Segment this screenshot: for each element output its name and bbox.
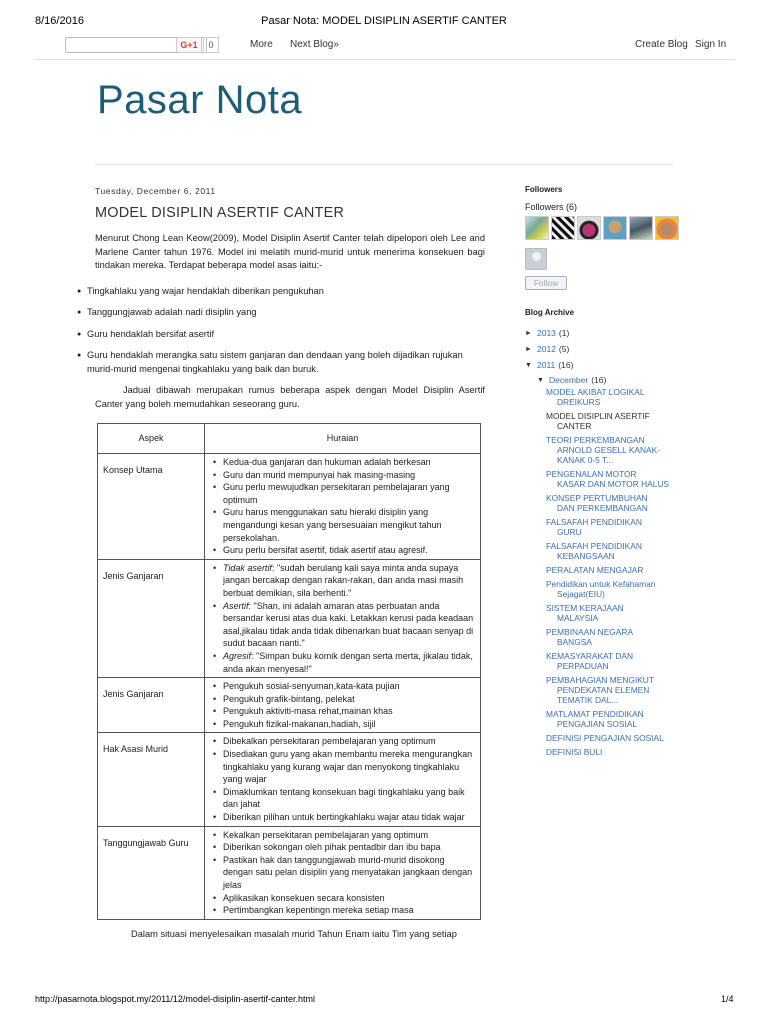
post-text-continued: Dalam situasi menyelesaikan masalah murid Tahun Enam iaitu Tim yang setiap xyxy=(131,928,457,939)
archive-post-link[interactable] xyxy=(546,387,685,407)
description-text: Disediakan guru yang akan membantu mereka mengurangkan tingkahlaku yang kurang wajar dan menyokong tingkahlaku yang wajar xyxy=(223,749,473,785)
archive-post-title: Pendidikan untuk Kefahaman xyxy=(546,579,656,589)
example-term: Agresif xyxy=(223,650,252,661)
archive-post-title: PEMBINAAN NEGARA xyxy=(546,627,634,637)
list-item: ● Tingkahlaku yang wajar hendaklah diberikan pengukuhan xyxy=(77,285,485,299)
table-header-aspek: Aspek xyxy=(98,424,205,454)
create-blog-link[interactable]: Create Blog xyxy=(635,39,688,50)
table-row xyxy=(98,733,481,826)
avatar[interactable] xyxy=(577,216,601,240)
archive-post-title: PENGENALAN MOTOR xyxy=(546,469,637,479)
archive-post-title: FALSAFAH PENDIDIKAN xyxy=(546,541,642,551)
description-text: Guru dan murid mempunyai hak masing-masing xyxy=(223,469,416,480)
archive-year-count: (16) xyxy=(558,360,574,370)
description-item xyxy=(209,562,476,600)
description-text: Diberikan sokongan oleh pihak pentadbir dan ibu bapa xyxy=(223,842,441,853)
archive-year-link[interactable]: 2011 xyxy=(537,360,556,370)
gplus-button[interactable]: G+1 xyxy=(176,37,202,53)
description-text: Kekalkan persekitaran pembelajaran yang optimum xyxy=(223,829,429,840)
aspect-cell: Jenis Ganjaran xyxy=(98,678,205,733)
header-divider xyxy=(95,164,673,165)
avatar[interactable] xyxy=(525,216,549,240)
archive-post-title: TEORI PERKEMBANGAN xyxy=(546,435,645,445)
followers-count: Followers (6) xyxy=(525,202,578,212)
archive-post-link[interactable] xyxy=(546,411,685,431)
description-item xyxy=(209,735,476,748)
archive-post-link[interactable] xyxy=(546,565,685,575)
archive-post-list xyxy=(546,387,685,757)
aspect-cell: Tanggungjawab Guru xyxy=(98,826,205,919)
description-item xyxy=(209,811,476,824)
archive-post-title-cont: PENDEKATAN ELEMEN TEMATIK DAL... xyxy=(557,685,650,705)
print-header xyxy=(0,15,768,29)
archive-month-count: (16) xyxy=(591,375,607,385)
archive-post-link[interactable] xyxy=(546,493,685,513)
example-text: : "sudah berulang kali saya minta anda supaya jangan bercakap dengan rakan-rakan, dan anda masi masih berbuat demikian, sila berhenti." xyxy=(223,562,464,598)
table-row xyxy=(98,454,481,560)
navbar-divider xyxy=(35,59,735,60)
avatar[interactable] xyxy=(551,216,575,240)
post-date: Tuesday, December 6, 2011 xyxy=(95,186,216,196)
avatar[interactable] xyxy=(629,216,653,240)
archive-post-title: SISTEM KERAJAAN xyxy=(546,603,624,613)
description-item xyxy=(209,841,476,854)
expand-arrow-icon[interactable]: ► xyxy=(525,329,532,337)
default-avatar-icon[interactable] xyxy=(525,248,547,270)
archive-month[interactable] xyxy=(537,373,685,387)
archive-post-title: FALSAFAH PENDIDIKAN xyxy=(546,517,642,527)
archive-post-link[interactable] xyxy=(546,469,685,489)
description-cell xyxy=(205,733,481,826)
archive-post-title: DEFINISI PENGAJIAN SOSIAL xyxy=(546,733,664,743)
aspect-cell: Konsep Utama xyxy=(98,454,205,560)
expand-arrow-icon[interactable]: ▼ xyxy=(537,376,544,384)
archive-year-count: (1) xyxy=(558,328,570,338)
archive-post-title: PERALATAN MENGAJAR xyxy=(546,565,644,575)
example-term: Tidak asertif xyxy=(223,562,272,573)
archive-year-link[interactable]: 2013 xyxy=(537,328,556,338)
follow-button[interactable]: Follow xyxy=(525,276,567,290)
post-body xyxy=(87,185,485,941)
description-text: Guru harus menggunakan satu hieraki disiplin yang mengandungi kesan yang bersesuaian mengikut tahun persekolahan. xyxy=(223,507,442,543)
archive-post-link[interactable] xyxy=(546,709,685,729)
more-link[interactable]: More xyxy=(250,39,273,50)
archive-post-title: MODEL DISIPLIN ASERTIF xyxy=(546,411,650,421)
archive-post-title: MODEL AKIBAT LOGIKAL xyxy=(546,387,645,397)
post-title[interactable]: MODEL DISIPLIN ASERTIF CANTER xyxy=(95,204,345,221)
archive-year-link[interactable]: 2012 xyxy=(537,344,556,354)
description-item xyxy=(209,748,476,786)
table-row xyxy=(98,826,481,919)
description-text: Diberikan pilihan untuk bertingkahlaku wajar atau tidak wajar xyxy=(223,812,465,823)
page-url: http://pasarnota.blogspot.my/2011/12/model-disiplin-asertif-canter.html xyxy=(35,994,315,1004)
archive-post-title-cont: GURU xyxy=(557,527,582,537)
description-text: Guru perlu bersifat asertif, tidak asertif atau agresif. xyxy=(223,545,428,556)
description-item xyxy=(209,506,476,544)
archive-post-title-cont: DAN PERKEMBANGAN xyxy=(557,503,648,513)
followers-heading: Followers xyxy=(525,185,563,194)
example-term: Asertif xyxy=(223,600,249,611)
blog-archive xyxy=(525,308,685,757)
archive-month-link[interactable]: December xyxy=(549,375,589,385)
archive-post-title-cont: PERPADUAN xyxy=(557,661,609,671)
archive-post-link[interactable] xyxy=(546,603,685,623)
archive-post-title: DEFINISI BULI xyxy=(546,747,603,757)
avatar[interactable] xyxy=(655,216,679,240)
archive-post-title-cont: KEBANGSAAN xyxy=(557,551,615,561)
archive-post-link[interactable] xyxy=(546,579,685,599)
archive-post-title-cont: Sejagat(EIU) xyxy=(557,589,605,599)
archive-post-link[interactable] xyxy=(546,435,685,465)
description-text: Kedua-dua ganjaran dan hukuman adalah berkesan xyxy=(223,457,431,467)
archive-year[interactable] xyxy=(525,325,685,341)
description-item xyxy=(209,904,476,917)
description-item xyxy=(209,544,476,557)
aspect-cell: Hak Asasi Murid xyxy=(98,733,205,826)
table-row xyxy=(98,559,481,677)
description-cell xyxy=(205,826,481,919)
table-header-huraian: Huraian xyxy=(205,424,481,454)
description-text: Dimaklumkan tentang konsekuan bagi tingkahlaku yang baik dan jahat xyxy=(223,786,465,810)
archive-post-link[interactable] xyxy=(546,517,685,537)
description-text: Pengukuh sosial-senyuman,kata-kata pujian xyxy=(223,681,400,692)
description-text: Dibekalkan persekitaran pembelajaran yang optimum xyxy=(223,736,436,747)
archive-post-link[interactable] xyxy=(546,627,685,647)
avatar[interactable] xyxy=(603,216,627,240)
follower-avatars xyxy=(525,216,685,242)
archive-post-link[interactable] xyxy=(546,747,685,757)
gplus-count: 0 xyxy=(203,37,219,53)
archive-post-title-cont: BANGSA xyxy=(557,637,592,647)
description-item xyxy=(209,693,476,706)
aspect-table xyxy=(97,423,481,920)
description-text: Pertimbangkan kepentingn mereka setiap masa xyxy=(223,905,414,916)
description-item xyxy=(209,469,476,482)
archive-year-count: (5) xyxy=(558,344,570,354)
table-row xyxy=(98,678,481,733)
next-blog-link[interactable]: Next Blog» xyxy=(290,39,339,50)
principles-list xyxy=(77,285,485,377)
description-item xyxy=(209,456,476,469)
description-item xyxy=(209,481,476,506)
description-cell xyxy=(205,454,481,560)
expand-arrow-icon[interactable]: ► xyxy=(525,345,532,353)
archive-year[interactable] xyxy=(525,357,685,373)
description-cell xyxy=(205,559,481,677)
description-item xyxy=(209,600,476,650)
aspect-cell: Jenis Ganjaran xyxy=(98,559,205,677)
sidebar xyxy=(525,185,685,761)
example-text: : "Simpan buku komik dengan serta merta, jikalau tidak, anda akan menyesal!" xyxy=(223,650,473,674)
archive-post-title-cont: DREIKURS xyxy=(557,397,601,407)
description-text: Pengukuh fizikal-makanan,hadiah, sijil xyxy=(223,718,376,729)
list-item: ● Guru hendaklah bersifat asertif xyxy=(77,328,485,342)
archive-post-title: KONSEP PERTUMBUHAN xyxy=(546,493,648,503)
description-text: Pengukuh grafik-bintang, pelekat xyxy=(223,693,355,704)
archive-post-link[interactable] xyxy=(546,675,685,705)
table-intro: Jadual dibawah merupakan rumus beberapa aspek dengan Model Disiplin Asertif Canter yang boleh memudahkan seseorang guru. xyxy=(95,385,485,409)
archive-post-link[interactable] xyxy=(546,733,685,743)
description-text: Pastikan hak dan tanggungjawab murid-murid disokong dengan satu pelan disiplin yang menyatakan jangkaan dengan jelas xyxy=(223,854,473,890)
description-item xyxy=(209,892,476,905)
print-title: Pasar Nota: MODEL DISIPLIN ASERTIF CANTER xyxy=(261,15,507,27)
description-item xyxy=(209,718,476,731)
archive-year[interactable] xyxy=(525,341,685,357)
description-text: Guru perlu mewujudkan persekitaran pembelajaran yang optimum xyxy=(223,482,450,505)
description-text: Aplikasikan konsekuen secara konsisten xyxy=(223,892,385,903)
blog-title[interactable]: Pasar Nota xyxy=(97,78,303,122)
archive-post-title-cont: MALAYSIA xyxy=(557,613,599,623)
blogger-navbar xyxy=(35,33,735,58)
print-date: 8/16/2016 xyxy=(35,15,84,27)
description-item xyxy=(209,786,476,811)
description-text: Pengukuh aktiviti-masa rehat,mainan khas xyxy=(223,706,393,717)
archive-post-title: KEMASYARAKAT DAN xyxy=(546,651,634,661)
archive-heading: Blog Archive xyxy=(525,308,575,317)
description-item xyxy=(209,650,476,675)
list-item: ● Tanggungjawab adalah nadi disiplin yang xyxy=(77,306,485,320)
description-item xyxy=(209,829,476,842)
description-item xyxy=(209,854,476,892)
archive-post-title-cont: PENGAJIAN SOSIAL xyxy=(557,719,638,729)
example-text: : "Shan, ini adalah amaran atas perbuatan anda bersandar kerusi atas dua kaki. Letakkan kerusi pada keadaan asal,jikalau tidak anda tidak dibenarkan buat bacaan senyap di sudut bacaan nanti." xyxy=(223,600,474,649)
archive-post-title-cont: KASAR DAN MOTOR HALUS xyxy=(557,479,669,489)
archive-post-title: MATLAMAT PENDIDIKAN xyxy=(546,709,644,719)
archive-post-title: PEMBAHAGIAN MENGIKUT xyxy=(546,675,654,685)
page-number: 1/4 xyxy=(721,994,734,1004)
description-cell xyxy=(205,678,481,733)
archive-post-link[interactable] xyxy=(546,651,685,671)
archive-post-title-cont: CANTER xyxy=(557,421,592,431)
archive-post-link[interactable] xyxy=(546,541,685,561)
post-intro: Menurut Chong Lean Keow(2009), Model Disiplin Asertif Canter telah dipelopori oleh Lee and Marlene Canter tahun 1976. Model ini melatih murid-murid untuk menerima konsekuen bagi tindakan mereka. Terdapat beberapa model asas iaitu:- xyxy=(95,233,485,270)
description-item xyxy=(209,680,476,693)
expand-arrow-icon[interactable]: ▼ xyxy=(525,361,532,369)
description-item xyxy=(209,705,476,718)
list-item: ● Guru hendaklah merangka satu sistem ganjaran dan dendaan yang boleh dijadikan rujukan murid-murid mengenai tingkahlaku yang baik dan buruk. xyxy=(77,349,485,376)
sign-in-link[interactable]: Sign In xyxy=(695,39,727,50)
archive-post-title-cont: ARNOLD GESELL KANAK-KANAK 0-5 T... xyxy=(557,445,661,465)
